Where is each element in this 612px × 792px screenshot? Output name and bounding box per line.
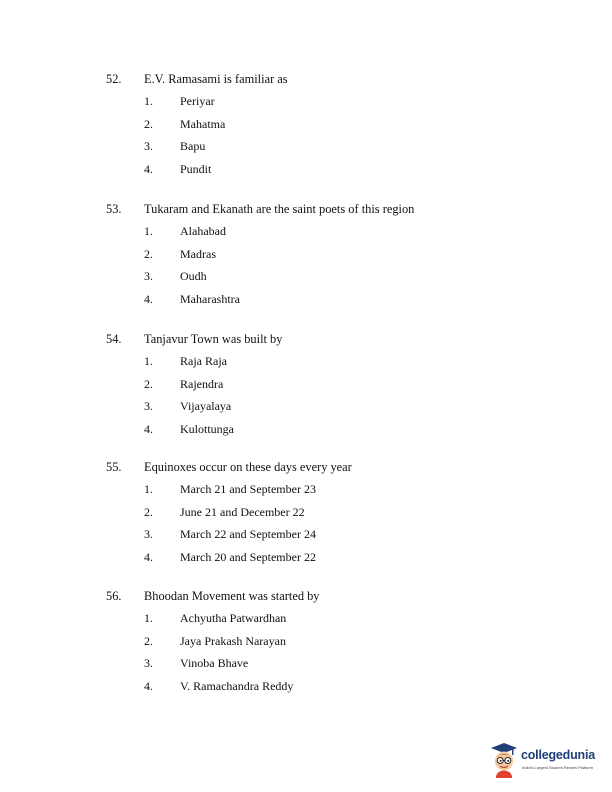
question-text: Tanjavur Town was built by — [144, 332, 283, 346]
option-number: 1. — [144, 354, 153, 368]
option-number: 2. — [144, 116, 153, 131]
option — [0, 220, 612, 243]
option-number: 4. — [144, 678, 153, 693]
option-text: June 21 and December 22 — [180, 504, 305, 519]
option-number: 2. — [144, 504, 153, 519]
question-header — [0, 328, 612, 350]
option-text: Jaya Prakash Narayan — [180, 633, 286, 648]
option — [0, 243, 612, 266]
question-text: E.V. Ramasami is familiar as — [144, 72, 288, 86]
option-number: 4. — [144, 161, 153, 176]
question-number: 55. — [106, 460, 122, 474]
question-text: Equinoxes occur on these days every year — [144, 460, 352, 474]
option — [0, 418, 612, 441]
question-53 — [0, 198, 612, 310]
option — [0, 350, 612, 373]
option — [0, 607, 612, 630]
question-55 — [0, 456, 612, 568]
option-text: Bapu — [180, 139, 206, 154]
option-number: 4. — [144, 421, 153, 436]
option-text: Rajendra — [180, 376, 224, 391]
option-text: March 22 and September 24 — [180, 527, 316, 542]
option-number: 4. — [144, 291, 153, 306]
option-text: Maharashtra — [180, 291, 240, 306]
option-number: 1. — [144, 94, 153, 108]
option-text: Madras — [180, 246, 216, 261]
question-number: 56. — [106, 589, 122, 603]
logo-name: collegedunia — [521, 748, 596, 762]
collegedunia-logo — [490, 740, 608, 784]
option — [0, 265, 612, 288]
option — [0, 546, 612, 569]
question-header — [0, 68, 612, 90]
option-text: Kulottunga — [180, 421, 234, 436]
option-text: March 20 and September 22 — [180, 549, 316, 564]
option — [0, 135, 612, 158]
option-text: V. Ramachandra Reddy — [180, 678, 294, 693]
question-header — [0, 585, 612, 607]
option-number: 1. — [144, 482, 153, 496]
option-number: 3. — [144, 399, 153, 414]
option-number: 3. — [144, 269, 153, 284]
option — [0, 478, 612, 501]
question-number: 53. — [106, 202, 122, 216]
option-number: 3. — [144, 139, 153, 154]
option-text: Vijayalaya — [180, 399, 232, 414]
option — [0, 523, 612, 546]
option-number: 4. — [144, 549, 153, 564]
option — [0, 158, 612, 181]
question-number: 52. — [106, 72, 122, 86]
option-text: Periyar — [180, 94, 215, 108]
option-number: 1. — [144, 611, 153, 625]
option — [0, 675, 612, 698]
option — [0, 113, 612, 136]
option — [0, 288, 612, 311]
question-text: Tukaram and Ekanath are the saint poets of this region — [144, 202, 415, 216]
option-number: 2. — [144, 376, 153, 391]
question-56 — [0, 585, 612, 697]
mascot-icon — [490, 742, 518, 778]
option-text: Pundit — [180, 161, 212, 176]
option-text: Mahatma — [180, 116, 226, 131]
option-number: 1. — [144, 224, 153, 238]
option-text: Raja Raja — [180, 354, 227, 368]
option — [0, 395, 612, 418]
option-number: 2. — [144, 633, 153, 648]
option-text: Vinoba Bhave — [180, 656, 249, 671]
question-52 — [0, 68, 612, 180]
question-text: Bhoodan Movement was started by — [144, 589, 320, 603]
option — [0, 630, 612, 653]
option-text: March 21 and September 23 — [180, 482, 316, 496]
option — [0, 373, 612, 396]
option — [0, 90, 612, 113]
option — [0, 501, 612, 524]
option-text: Achyutha Patwardhan — [180, 611, 287, 625]
option-text: Alahabad — [180, 224, 226, 238]
question-header — [0, 198, 612, 220]
option — [0, 652, 612, 675]
question-54 — [0, 328, 612, 440]
option-number: 2. — [144, 246, 153, 261]
question-number: 54. — [106, 332, 122, 346]
logo-tagline: India's Largest Student Review Platform — [522, 765, 594, 770]
question-header — [0, 456, 612, 478]
option-text: Oudh — [180, 269, 207, 284]
option-number: 3. — [144, 656, 153, 671]
option-number: 3. — [144, 527, 153, 542]
